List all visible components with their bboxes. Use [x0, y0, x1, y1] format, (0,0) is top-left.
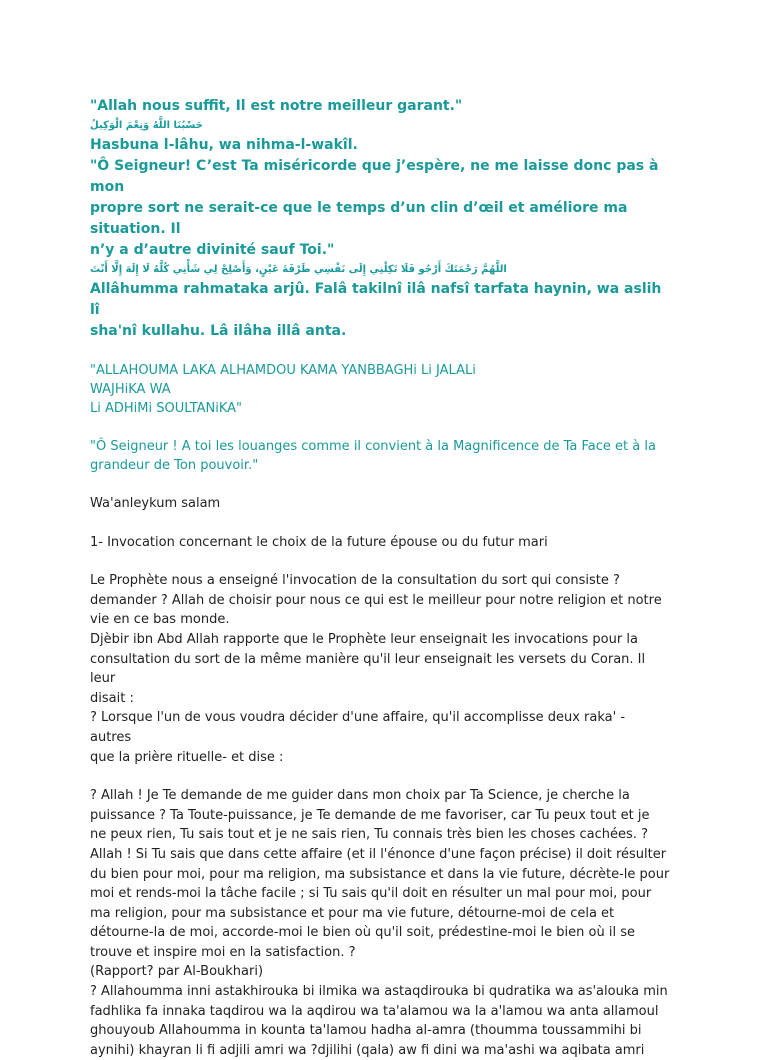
- invocation-line-2: WAJHiKA WA: [90, 382, 171, 397]
- transliteration-allahumma-line-2: sha'nî kullahu. Lâ ilâha illâ anta.: [90, 323, 347, 339]
- paragraph-line: trouve et inspire moi en la satisfaction. ?: [90, 944, 356, 960]
- paragraph-line: Le Prophète nous a enseigné l'invocation de la consultation du sort qui consiste ?: [90, 573, 620, 589]
- paragraph-line: Allah ! Si Tu sais que dans cette affaire (et il l'énonce d'une façon précise) il doit résulter: [90, 846, 667, 862]
- quote-seigneur-line-1: "Ô Seigneur! C’est Ta miséricorde que j’espère, ne me laisse donc pas à mon: [90, 158, 659, 195]
- arabic-allahumma: اللَّهُمَّ رَحْمَتَكَ أَرْجُو فَلَا تَكِلْنِي إِلَى نَفْسِي طَرْفَةَ عَيْنٍ، وَأَصْلِحْ لِي شَأْنِي كُلَّهُ لَا إِلَهَ إِلَّا أَنْتَ: [90, 264, 507, 275]
- section-heading: 1- Invocation concernant le choix de la future épouse ou du futur mari: [90, 534, 548, 550]
- paragraph-line: ma religion, pour ma subsistance et pour ma vie future, détourne-moi de cela et: [90, 905, 615, 921]
- document-page: [90, 96, 670, 1060]
- transliteration-hasbuna: Hasbuna l-lâhu, wa nihma-l-wakîl.: [90, 137, 358, 153]
- paragraph-line: puissance ? Ta Toute-puissance, je Te demande de me favoriser, car Tu peux tout et je: [90, 807, 650, 823]
- paragraph-line: ghouyoub Allahoumma in kounta ta'lamou hadha al-amra (thoumma toussammihi bi: [90, 1023, 642, 1039]
- invocation-translation-line-2: grandeur de Ton pouvoir.": [90, 458, 259, 473]
- paragraph-line: vie en ce bas monde.: [90, 612, 230, 628]
- paragraph-line: aynihi) khayran li fi adjili amri wa ?djilihi (qala) aw fi dini wa ma'ashi wa aqibata amri: [90, 1042, 645, 1058]
- paragraph-consultation: [90, 571, 670, 767]
- paragraph-line: Djèbir ibn Abd Allah rapporte que le Prophète leur enseignait les invocations pour la: [90, 631, 638, 647]
- paragraph-line: ? Allah ! Je Te demande de me guider dans mon choix par Ta Science, je cherche la: [90, 788, 630, 804]
- quote-allah-suffices: "Allah nous suffit, Il est notre meilleur garant.": [90, 98, 463, 114]
- paragraph-line: (Rapport? par Al-Boukhari): [90, 964, 264, 980]
- paragraph-istikhara: [90, 786, 670, 1060]
- salam-greeting: Wa'anleykum salam: [90, 496, 221, 511]
- paragraph-line: moi et rends-moi la tâche facile ; si Tu sais qu'il doit en résulter un mal pour moi, pour: [90, 886, 652, 902]
- paragraph-line: que la prière rituelle- et dise :: [90, 749, 284, 765]
- arabic-hasbuna: حَسْبُنَا اللَّهُ وَنِعْمَ الْوَكِيلُ: [90, 120, 203, 131]
- paragraph-line: disait :: [90, 690, 134, 706]
- paragraph-line: du bien pour moi, pour ma religion, ma subsistance et dans la vie future, décrète-le pour: [90, 866, 670, 882]
- invocation-line-1: "ALLAHOUMA LAKA ALHAMDOU KAMA YANBBAGHi Li JALALi: [90, 363, 476, 378]
- paragraph-line: détourne-la de moi, accorde-moi le bien où qu'il soit, prédestine-moi le bien où il se: [90, 925, 635, 941]
- paragraph-line: ? Allahoumma inni astakhirouka bi ilmika wa astaqdirouka bi qudratika wa as'alouka min: [90, 984, 668, 1000]
- transliteration-allahumma-line-1: Allâhumma rahmataka arjû. Falâ takilnî ilâ nafsî tarfata haynin, wa aslih lî: [90, 281, 662, 318]
- invocation-line-3: Li ADHiMi SOULTANiKA": [90, 401, 243, 416]
- paragraph-line: ne peux rien, Tu sais tout et je ne sais rien, Tu connais très bien les choses cachées. ?: [90, 827, 648, 843]
- quote-seigneur-line-2: propre sort ne serait-ce que le temps d’un clin d’œil et améliore ma situation. Il: [90, 200, 628, 237]
- paragraph-line: demander ? Allah de choisir pour nous ce qui est le meilleur pour notre religion et notre: [90, 592, 662, 608]
- quote-seigneur-line-3: n’y a d’autre divinité sauf Toi.": [90, 242, 335, 258]
- invocation-translation-line-1: "Ô Seigneur ! A toi les louanges comme il convient à la Magnificence de Ta Face et à la: [90, 439, 656, 454]
- paragraph-line: ? Lorsque l'un de vous voudra décider d'une affaire, qu'il accomplisse deux raka' - autres: [90, 710, 626, 745]
- paragraph-line: fadhlika fa innaka taqdirou wa la aqdirou wa ta'alamou wa la a'lamou wa anta allamoul: [90, 1003, 659, 1019]
- paragraph-line: consultation du sort de la même manière qu'il leur enseignait les versets du Coran. Il leur: [90, 651, 646, 687]
